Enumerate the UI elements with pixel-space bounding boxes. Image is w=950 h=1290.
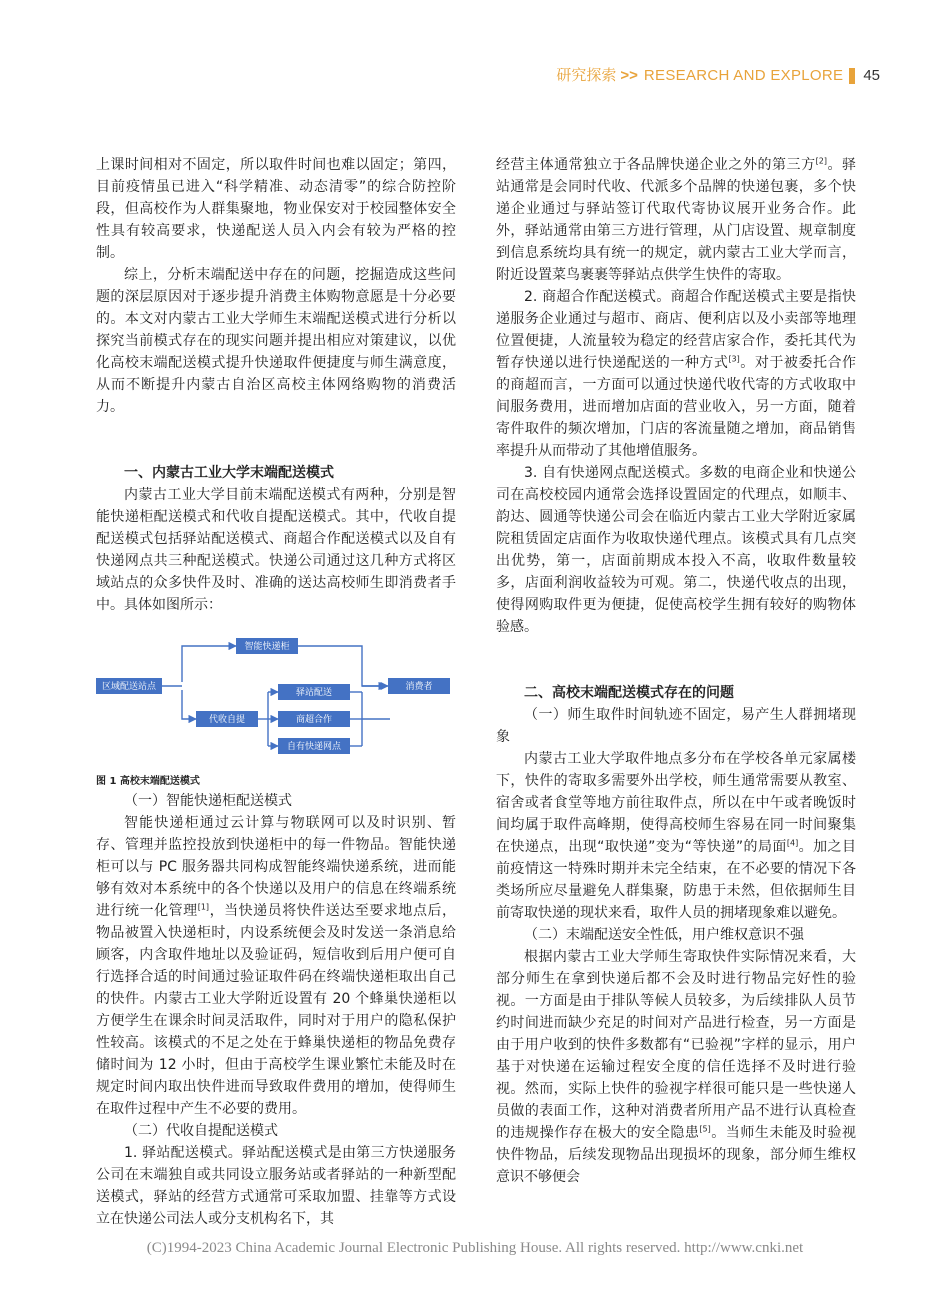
paragraph-text: ，当快递员将快件送达至要求地点后，物品被置入快递柜时，内设系统便会及时发送一条消息给顾客，内含取件地址以及验证码，短信收到后用户便可自行选择合适的时间通过验证取件码在终端快递柜取出自己的快件。内蒙古工业大学附近设置有 20 个蜂巢快递柜以方便学生在课余时间灵活取件，同时对于用户的隐私保护性较高。该模式的不足之处在于蜂巢快递柜的物品免费存储时间为 12 小时，但由于高校学生课业繁忙未能及时在规定时间内取出快件进而导致取件费用的增加，使得师生在取件过程中产生不必要的费用。 <box>96 903 457 1117</box>
subsection-heading: （一）智能快递柜配送模式 <box>124 793 292 809</box>
subsection-heading: （二）末端配送安全性低，用户维权意识不强 <box>524 927 804 943</box>
node-store <box>278 711 350 727</box>
subsection-heading: （二）代收自提配送模式 <box>124 1123 278 1139</box>
node-store-label: 商超合作 <box>295 715 333 725</box>
paragraph-text: 。加之目前疫情这一特殊时期并未完全结束，在不必要的情况下各类场所应尽量避免人群集聚，防患于未然，但依据师生目前寄取快递的现状来看，取件人员的拥堵现象难以避免。 <box>496 839 857 921</box>
paragraph-text: 智能快递柜通过云计算与物联网可以及时识别、暂存、管理并监控投放到快递柜中的每一件物品。智能快递柜可以与 PC 服务器共同构成智能终端快递系统，进而能够有效对本系统中的各个快递以及用户的信息在终端系统进行统一化管理 <box>96 815 456 919</box>
header-bar-decoration <box>849 68 855 84</box>
section-separator: >> <box>620 67 638 84</box>
citation: [5] <box>699 1124 711 1134</box>
node-smart-locker <box>236 638 298 654</box>
flow-diagram-svg <box>96 624 456 774</box>
copyright-footer: (C)1994-2023 China Academic Journal Electronic Publishing House. All rights reserved. http://www.cnki.net <box>146 1240 804 1256</box>
paragraph-text: 根据内蒙古工业大学师生寄取快件实际情况来看，大部分师生在拿到快递后都不会及时进行物品完好性的验视。一方面是由于排队等候人员较多，为后续排队人员节约时间进而缺少充足的时间对产品进行检查，另一方面是由于用户收到的快件多数都有“已验视”字样的显示，用户基于对快递在运输过程安全度的信任选择不及时进行验视。然而，实际上快件的验视字样很可能只是一些快递人员做的表面工作，这种对消费者所用产品不进行认真检查的违规操作存在极大的安全隐患 <box>496 949 856 1141</box>
running-header <box>556 66 880 86</box>
paragraph: 1. 驿站配送模式。驿站配送模式是由第三方快递服务公司在末端独自或共同设立服务站或者驿站的一种新型配送模式，驿站的经营方式通常可采取加盟、挂靠等方式设立在快递公司法人或分支机构名下，其 <box>96 1145 456 1227</box>
paragraph-text: 内蒙古工业大学取件地点多分布在学校各单元家属楼下，快件的寄取多需要外出学校，师生通常需要从教室、宿舍或者食堂等地方前往取件点，所以在中午或者晚饭时间均属于取件高峰期，使得高校师生容易在同一时间聚集在快递点，出现“取快递”变为“等快递”的局面 <box>496 751 856 855</box>
section-gap <box>96 418 456 462</box>
paragraph: 内蒙古工业大学目前末端配送模式有两种，分别是智能快递柜配送模式和代收自提配送模式。其中，代收自提配送模式包括驿站配送模式、商超合作配送模式以及自有快递网点共三种配送模式。快递公司通过这几种方式将区域站点的众多快件及时、准确的送达高校师生即消费者手中。具体如图所示： <box>96 487 456 613</box>
node-own-outlet <box>278 738 350 754</box>
citation: [1] <box>197 902 210 912</box>
paragraph <box>496 946 856 1188</box>
node-regional <box>96 678 162 694</box>
section-gap <box>496 638 856 682</box>
citation: [4] <box>786 838 799 848</box>
node-station-label: 驿站配送 <box>295 688 333 698</box>
paragraph <box>496 748 856 924</box>
paragraph <box>496 154 856 286</box>
flow-diagram <box>96 624 456 774</box>
section-heading: 一、内蒙古工业大学末端配送模式 <box>124 465 334 481</box>
paragraph-text: 经营主体通常独立于各品牌快递企业之外的第三方 <box>496 157 816 173</box>
node-station <box>278 684 350 700</box>
paragraph: 综上，分析末端配送中存在的问题，挖掘造成这些问题的深层原因对于逐步提升消费主体购物意愿是十分必要的。本文对内蒙古工业大学师生末端配送模式进行分析以探究当前模式存在的现实问题并提出相应对策建议，以优化高校末端配送模式提升快递取件便捷度与师生满意度，从而不断提升内蒙古自治区高校主体网络购物的消费活力。 <box>96 267 456 415</box>
section-label-en: RESEARCH AND EXPLORE <box>643 67 844 84</box>
subsection-heading: （一）师生取件时间轨迹不固定，易产生人群拥堵现象 <box>496 707 856 745</box>
section-label-cn: 研究探索 <box>556 67 617 84</box>
citation: [3] <box>728 354 740 364</box>
paragraph-text: 。当师生未能及时验视快件物品，后续发现物品出现损坏的现象，部分师生维权意识不够便会 <box>496 1125 857 1185</box>
node-pickup-label: 代收自提 <box>208 715 246 725</box>
paragraph: 上课时间相对不固定，所以取件时间也难以固定；第四，目前疫情虽已进入“科学精准、动态清零”的综合防控阶段，但高校作为人群集聚地，物业保安对于校园整体安全性具有较高要求，快递配送人员入内会有较为严格的控制。 <box>96 157 456 261</box>
node-own-outlet-label: 自有快递网点 <box>286 742 342 752</box>
node-pickup <box>196 711 258 727</box>
paragraph-text: 。对于被委托合作的商超而言，一方面可以通过快递代收代寄的方式收取中间服务费用，进而增加店面的营业收入，另一方面，随着寄件取件的频次增加，门店的客流量随之增加，商品销售率提升从而带动了其他增值服务。 <box>496 355 856 459</box>
paragraph <box>496 286 856 462</box>
left-column <box>96 154 456 1230</box>
node-consumer <box>388 678 450 694</box>
node-consumer-label: 消费者 <box>405 682 433 692</box>
page-number: 45 <box>863 67 880 84</box>
paragraph <box>96 812 456 1120</box>
right-column <box>496 154 856 1188</box>
paragraph: 3. 自有快递网点配送模式。多数的电商企业和快递公司在高校校园内通常会选择设置固定的代理点，如顺丰、韵达、圆通等快递公司会在临近内蒙古工业大学附近家属院租赁固定店面作为收取快递代理点。该模式具有几点突出优势，第一，店面前期成本投入不高，收取件数量较多，店面利润收益较为可观。第二，快递代收点的出现，使得网购取件更为便捷，促使高校学生拥有较好的购物体验感。 <box>496 465 856 635</box>
section-heading: 二、高校末端配送模式存在的问题 <box>524 685 734 701</box>
node-regional-label: 区域配送站点 <box>101 682 157 692</box>
node-smart-locker-label: 智能快递柜 <box>244 642 290 652</box>
paragraph-text: 。驿站通常是会同时代收、代派多个品牌的快递包裹，多个快递企业通过与驿站签订代取代寄协议展开业务合作。此外，驿站通常由第三方进行管理，从门店设置、规章制度到信息系统均具有统一的规定，就内蒙古工业大学而言，附近设置菜鸟裹裹等驿站点供学生快件的寄取。 <box>496 157 857 283</box>
figure-caption: 图 1 高校末端配送模式 <box>96 776 200 787</box>
paragraph-text: 2. 商超合作配送模式。商超合作配送模式主要是指快递服务企业通过与超市、商店、便利店以及小卖部等地理位置便捷，人流量较为稳定的经营店家合作，委托其代为暂存快递以进行快递配送的一种方式 <box>496 289 856 371</box>
citation: [2] <box>815 156 827 166</box>
